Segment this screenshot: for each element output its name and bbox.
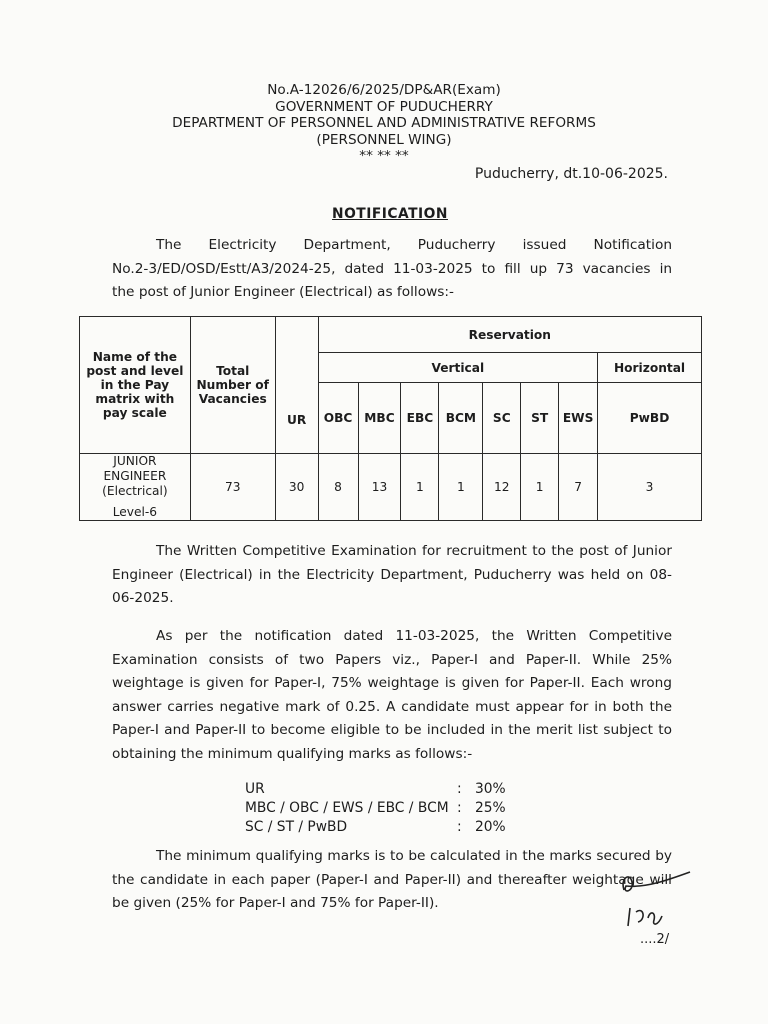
word: up bbox=[529, 260, 548, 277]
government-name: GOVERNMENT OF PUDUCHERRY bbox=[275, 98, 493, 115]
exam-pattern-paragraph: As per the notification dated 11-03-2025, the Written Competitive Examination consists of two Papers viz., Paper-I and Paper-II. While 25% weightage is given for Paper-I, 75% weightage is given for Paper-II. Each wrong answer carries negative mark of 0.25. A candidate must appear for in both the Paper-I and Paper-II to become eligible to be included in the merit list subject to obtaining the minimum qualifying marks as follows:- bbox=[112, 628, 672, 762]
header-obc: OBC bbox=[318, 383, 358, 454]
handwritten-initials bbox=[616, 868, 706, 938]
vacancy-table bbox=[79, 316, 702, 521]
post-name: JUNIOR ENGINEER (Electrical) bbox=[102, 454, 168, 498]
intro-line-1 bbox=[112, 234, 672, 258]
intro-line-3: the post of Junior Engineer (Electrical) as follows:- bbox=[112, 284, 454, 300]
header-post-name: Name of the post and level in the Pay matrix with pay scale bbox=[80, 317, 191, 454]
header-ebc: EBC bbox=[401, 383, 439, 454]
header-vertical: Vertical bbox=[318, 353, 598, 383]
reference-number: No.A-12026/6/2025/DP&AR(Exam) bbox=[267, 82, 501, 98]
list-item bbox=[245, 799, 506, 818]
notification-title: NOTIFICATION bbox=[332, 206, 448, 222]
pwbd-value: 3 bbox=[598, 454, 702, 521]
header-horizontal: Horizontal bbox=[598, 353, 702, 383]
word: Electricity bbox=[208, 237, 277, 253]
obc-value: 8 bbox=[318, 454, 358, 521]
header-pwbd: PwBD bbox=[598, 383, 702, 454]
table-row bbox=[80, 454, 702, 521]
page-continuation: ....2/ bbox=[640, 932, 670, 947]
word: No.2-3/ED/OSD/Estt/A3/2024-25, bbox=[112, 260, 336, 277]
word: to bbox=[481, 260, 496, 277]
header-total-vacancies: Total Number of Vacancies bbox=[190, 317, 275, 454]
colon: : bbox=[457, 800, 462, 816]
pay-level: Level-6 bbox=[112, 505, 158, 519]
sc-value: 12 bbox=[483, 454, 521, 521]
word: Puducherry bbox=[417, 237, 496, 253]
bcm-value: 1 bbox=[439, 454, 483, 521]
list-item bbox=[245, 780, 506, 799]
word: Notification bbox=[593, 237, 673, 253]
category-label: MBC / OBC / EWS / EBC / BCM bbox=[245, 800, 449, 816]
qualifying-percent: 20% bbox=[475, 819, 506, 835]
department-name: DEPARTMENT OF PERSONNEL AND ADMINISTRATIVE REFORMS bbox=[172, 115, 596, 131]
qualifying-percent: 30% bbox=[475, 781, 506, 797]
mbc-value: 13 bbox=[358, 454, 401, 521]
place-date: Puducherry, dt.10-06-2025. bbox=[474, 166, 668, 182]
total-vacancies-value: 73 bbox=[190, 454, 275, 521]
category-label: UR bbox=[245, 781, 265, 797]
ur-value: 30 bbox=[275, 454, 318, 521]
header-ews: EWS bbox=[559, 383, 598, 454]
intro-line-2 bbox=[112, 258, 672, 282]
word: dated bbox=[344, 260, 385, 277]
header-bcm: BCM bbox=[439, 383, 483, 454]
word: 11-03-2025 bbox=[393, 260, 473, 277]
word: The bbox=[156, 237, 182, 253]
calculation-paragraph: The minimum qualifying marks is to be calculated in the marks secured by the candidate in each paper (Paper-I and Paper-II) and thereafter weightage will be given (25% for Paper-I and 75% for Paper-II). bbox=[112, 848, 672, 911]
word: 73 bbox=[556, 260, 574, 277]
letterhead bbox=[0, 82, 768, 165]
list-item bbox=[245, 818, 506, 837]
qualifying-marks-list bbox=[245, 780, 506, 837]
word: issued bbox=[522, 237, 567, 253]
word: Department, bbox=[303, 237, 391, 253]
word: vacancies bbox=[582, 260, 651, 277]
header-st: ST bbox=[521, 383, 559, 454]
separator-stars: ** ** ** bbox=[359, 148, 409, 164]
intro-paragraph bbox=[112, 234, 672, 305]
ews-value: 7 bbox=[559, 454, 598, 521]
qualifying-percent: 25% bbox=[475, 800, 506, 816]
colon: : bbox=[457, 781, 462, 797]
st-value: 1 bbox=[521, 454, 559, 521]
word: fill bbox=[504, 260, 521, 277]
post-name-cell bbox=[80, 454, 191, 521]
exam-held-paragraph: The Written Competitive Examination for recruitment to the post of Junior Engineer (Electrical) in the Electricity Department, Puducherry was held on 08-06-2025. bbox=[112, 543, 672, 606]
colon: : bbox=[457, 819, 462, 835]
wing-name: (PERSONNEL WING) bbox=[316, 131, 452, 148]
header-ur: UR bbox=[275, 317, 318, 454]
header-sc: SC bbox=[483, 383, 521, 454]
category-label: SC / ST / PwBD bbox=[245, 819, 348, 835]
ebc-value: 1 bbox=[401, 454, 439, 521]
header-mbc: MBC bbox=[358, 383, 401, 454]
header-reservation: Reservation bbox=[318, 317, 701, 353]
word: in bbox=[659, 260, 673, 277]
